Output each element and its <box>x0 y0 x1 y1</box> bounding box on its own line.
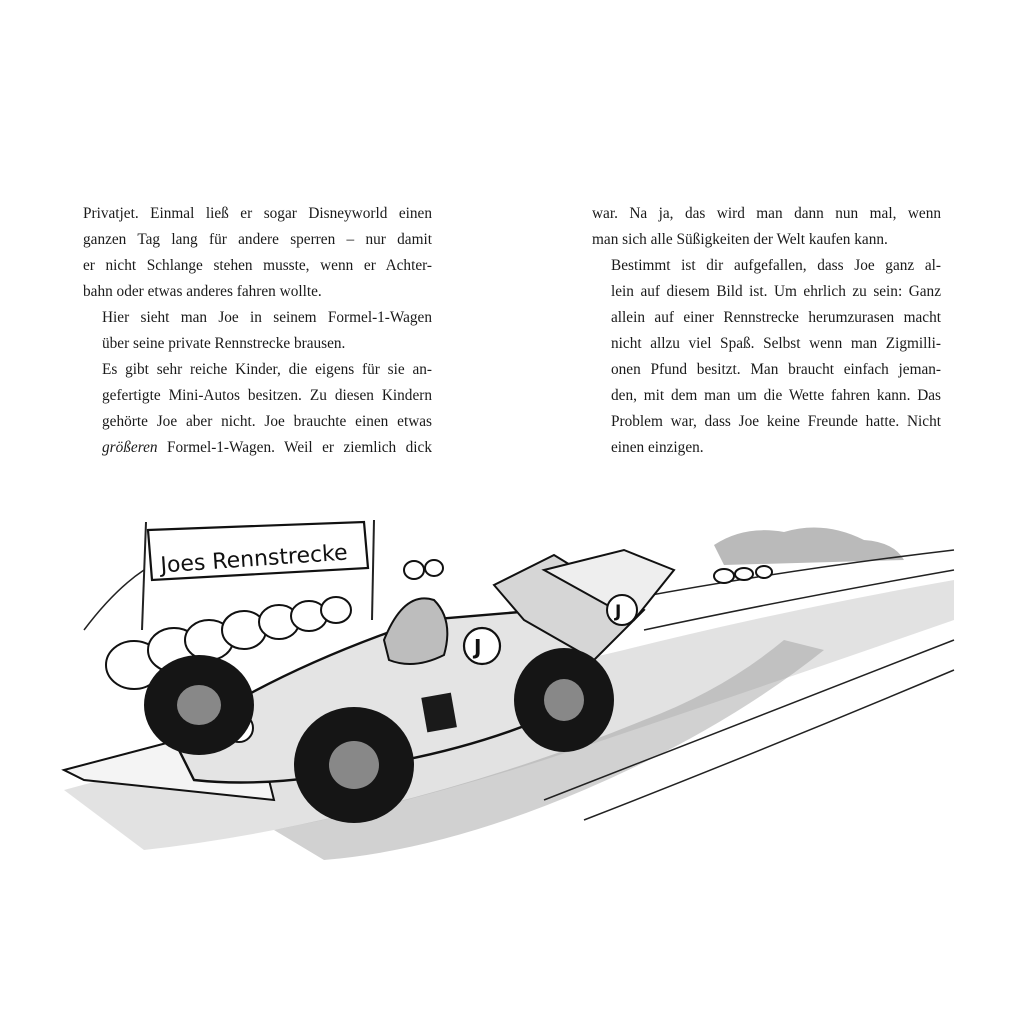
left-text-column <box>83 201 432 461</box>
emphasis: größeren <box>102 439 158 456</box>
text-line: man sich alle Süßigkeiten der Welt kaufen kann. <box>592 231 888 248</box>
sign-label: Joes Rennstrecke <box>159 540 349 579</box>
text-line: ganzen Tag lang für andere sperren – nur damit <box>83 231 432 248</box>
text-line: er nicht Schlange stehen musste, wenn er Achter- <box>83 257 432 274</box>
text-line: bahn oder etwas anderes fahren wollte. <box>83 283 322 300</box>
driver <box>384 598 447 664</box>
car-number: J <box>474 635 482 659</box>
text-line: war. Na ja, das wird man dann nun mal, wenn <box>592 205 941 222</box>
paragraph <box>83 305 432 357</box>
paragraph <box>83 357 432 461</box>
text-line: einen einzigen. <box>611 439 704 456</box>
text-line: Hier sieht man Joe in seinem Formel-1-Wagen <box>102 309 432 326</box>
paragraph <box>592 253 941 461</box>
paragraph <box>592 201 941 253</box>
text-line: gefertigte Mini-Autos besitzen. Zu diesen Kindern <box>102 387 432 404</box>
text-line: Problem war, dass Joe keine Freunde hatte. Nicht <box>611 413 941 430</box>
text-line <box>83 435 432 461</box>
text-line: Privatjet. Einmal ließ er sogar Disneyworld einen <box>83 205 432 222</box>
text-line: den, mit dem man um die Wette fahren kann. Das <box>611 387 941 404</box>
paragraph <box>83 201 432 305</box>
text-line: allein auf einer Rennstrecke herumzurasen macht <box>611 309 941 326</box>
text-line: nicht allzu viel Spaß. Selbst wenn man Zigmilli- <box>611 335 941 352</box>
text-line: über seine private Rennstrecke brausen. <box>102 335 346 352</box>
wing-number: J <box>615 602 622 622</box>
text-line: onen Pfund besitzt. Man braucht einfach jeman- <box>611 361 941 378</box>
text-fragment: Formel-1-Wagen. Weil er ziemlich dick <box>157 439 432 456</box>
text-line: Bestimmt ist dir aufgefallen, dass Joe ganz al- <box>611 257 941 274</box>
right-text-column <box>592 201 941 461</box>
illustration-svg <box>24 470 984 890</box>
text-line: gehörte Joe aber nicht. Joe brauchte einen etwas <box>102 413 432 430</box>
text-line: Es gibt sehr reiche Kinder, die eigens für sie an- <box>102 361 432 378</box>
text-line: lein auf diesem Bild ist. Um ehrlich zu sein: Ganz <box>611 283 941 300</box>
race-car-illustration <box>24 470 984 890</box>
